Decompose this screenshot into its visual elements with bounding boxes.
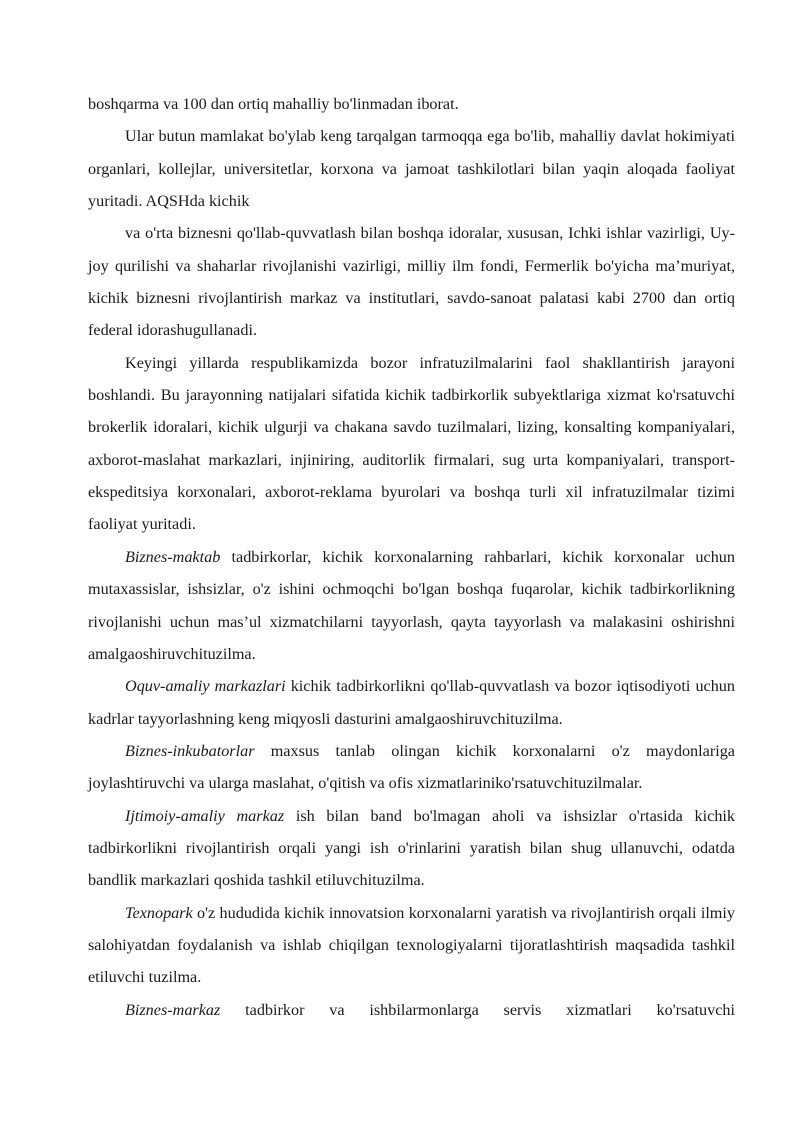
paragraph-social-center xyxy=(88,800,735,897)
paragraph-infrastructure xyxy=(88,347,735,541)
paragraph-business-incubators xyxy=(88,735,735,800)
paragraph-business-center xyxy=(88,994,735,1026)
paragraph-text: tadbirkor va ishbilarmonlarga servis xizmatlari ko'rsatuvchi xyxy=(220,1000,735,1019)
paragraph-text: tadbirkorlar, kichik korxonalarning rahbarlari, kichik korxonalar uchun mutaxassislar, ishsizlar, o'z ishini ochmoqchi bo'lgan boshqa fuqarolar, kichik tadbirkorlikning rivojlanishi uchun mas’ul xizmatchilarni tayyorlash, qayta tayyorlash va malakasini oshirishni amalgaoshiruvchituzilma. xyxy=(88,547,735,663)
paragraph-text: boshqarma va 100 dan ortiq mahalliy bo'linmadan iborat. xyxy=(88,95,459,113)
paragraph-text: Ular butun mamlakat bo'ylab keng tarqalgan tarmoqqa ega bo'lib, mahalliy davlat hokimiyati organlari, kollejlar, universitetlar, korxona va jamoat tashkilotlari bilan yaqin aloqada faoliyat yuritadi. AQSHda kichik xyxy=(88,127,735,211)
paragraph-text: o'z hududida kichik innovatsion korxonalarni yaratish va rivojlantirish orqali ilmiy salohiyatdan foydalanish va ishlab chiqilgan texnologiyalarni tijoratlashtirish maqsadida tashkil etiluvchi tuzilma. xyxy=(88,903,735,987)
paragraph-network xyxy=(88,120,735,217)
paragraph-text: ish bilan band bo'lmagan aholi va ishsizlar o'rtasida kichik tadbirkorlikni rivojlantirish orqali yangi ish o'rinlarini yaratish bilan shug ullanuvchi, odatda bandlik markazlari qoshida tashkil etiluvchituzilma. xyxy=(88,806,735,890)
paragraph-text: maxsus tanlab olingan kichik korxonalarni o'z maydonlariga joylashtiruvchi va ularga maslahat, o'qitish va ofis xizmatlariniko'rsatuvchituzilmalar. xyxy=(88,741,735,793)
term-training-centers: Oquv-amaliy markazlari xyxy=(125,677,286,696)
paragraph-training-centers xyxy=(88,670,735,735)
paragraph-text: va o'rta biznesni qo'llab-quvvatlash bilan boshqa idoralar, xususan, Ichki ishlar vazirligi, Uy-joy qurilishi va shaharlar rivojlanishi vazirligi, milliy ilm fondi, Fermerlik bo'yicha ma’muriyat, kichik biznesni rivojlantirish markaz va institutlari, savdo-sanoat palatasi kabi 2700 dan ortiq federal idorashugullanadi. xyxy=(88,224,735,340)
term-business-incubators: Biznes-inkubatorlar xyxy=(125,741,255,760)
term-technopark: Texnopark xyxy=(125,903,193,922)
term-business-school: Biznes-maktab xyxy=(125,547,221,566)
paragraph-technopark xyxy=(88,897,735,994)
term-social-center: Ijtimoiy-amaliy markaz xyxy=(125,806,285,825)
term-business-center: Biznes-markaz xyxy=(125,1000,221,1019)
document-page xyxy=(88,88,735,1026)
paragraph-text: kichik tadbirkorlikni qo'llab-quvvatlash va bozor iqtisodiyoti uchun kadrlar tayyorlashning keng miqyosli dasturini amalgaoshiruvchituzilma. xyxy=(88,677,735,728)
paragraph-business-school xyxy=(88,541,735,670)
paragraph-text: Keyingi yillarda respublikamizda bozor infratuzilmalarini faol shakllantirish jarayoni boshlandi. Bu jarayonning natijalari sifatida kichik tadbirkorlik subyektlariga xizmat ko'rsatuvchi brokerlik idoralari, kichik ulgurji va chakana savdo tuzilmalari, lizing, konsalting kompaniyalari, axborot-maslahat markazlari, injiniring, auditorlik firmalari, sug urta kompaniyalari, transport-ekspeditsiya korxonalari, axborot-reklama byurolari va boshqa turli xil infratuzilmalar tizimi faoliyat yuritadi. xyxy=(88,353,735,534)
paragraph-federal-agencies xyxy=(88,217,735,346)
paragraph-continuation xyxy=(88,88,735,120)
